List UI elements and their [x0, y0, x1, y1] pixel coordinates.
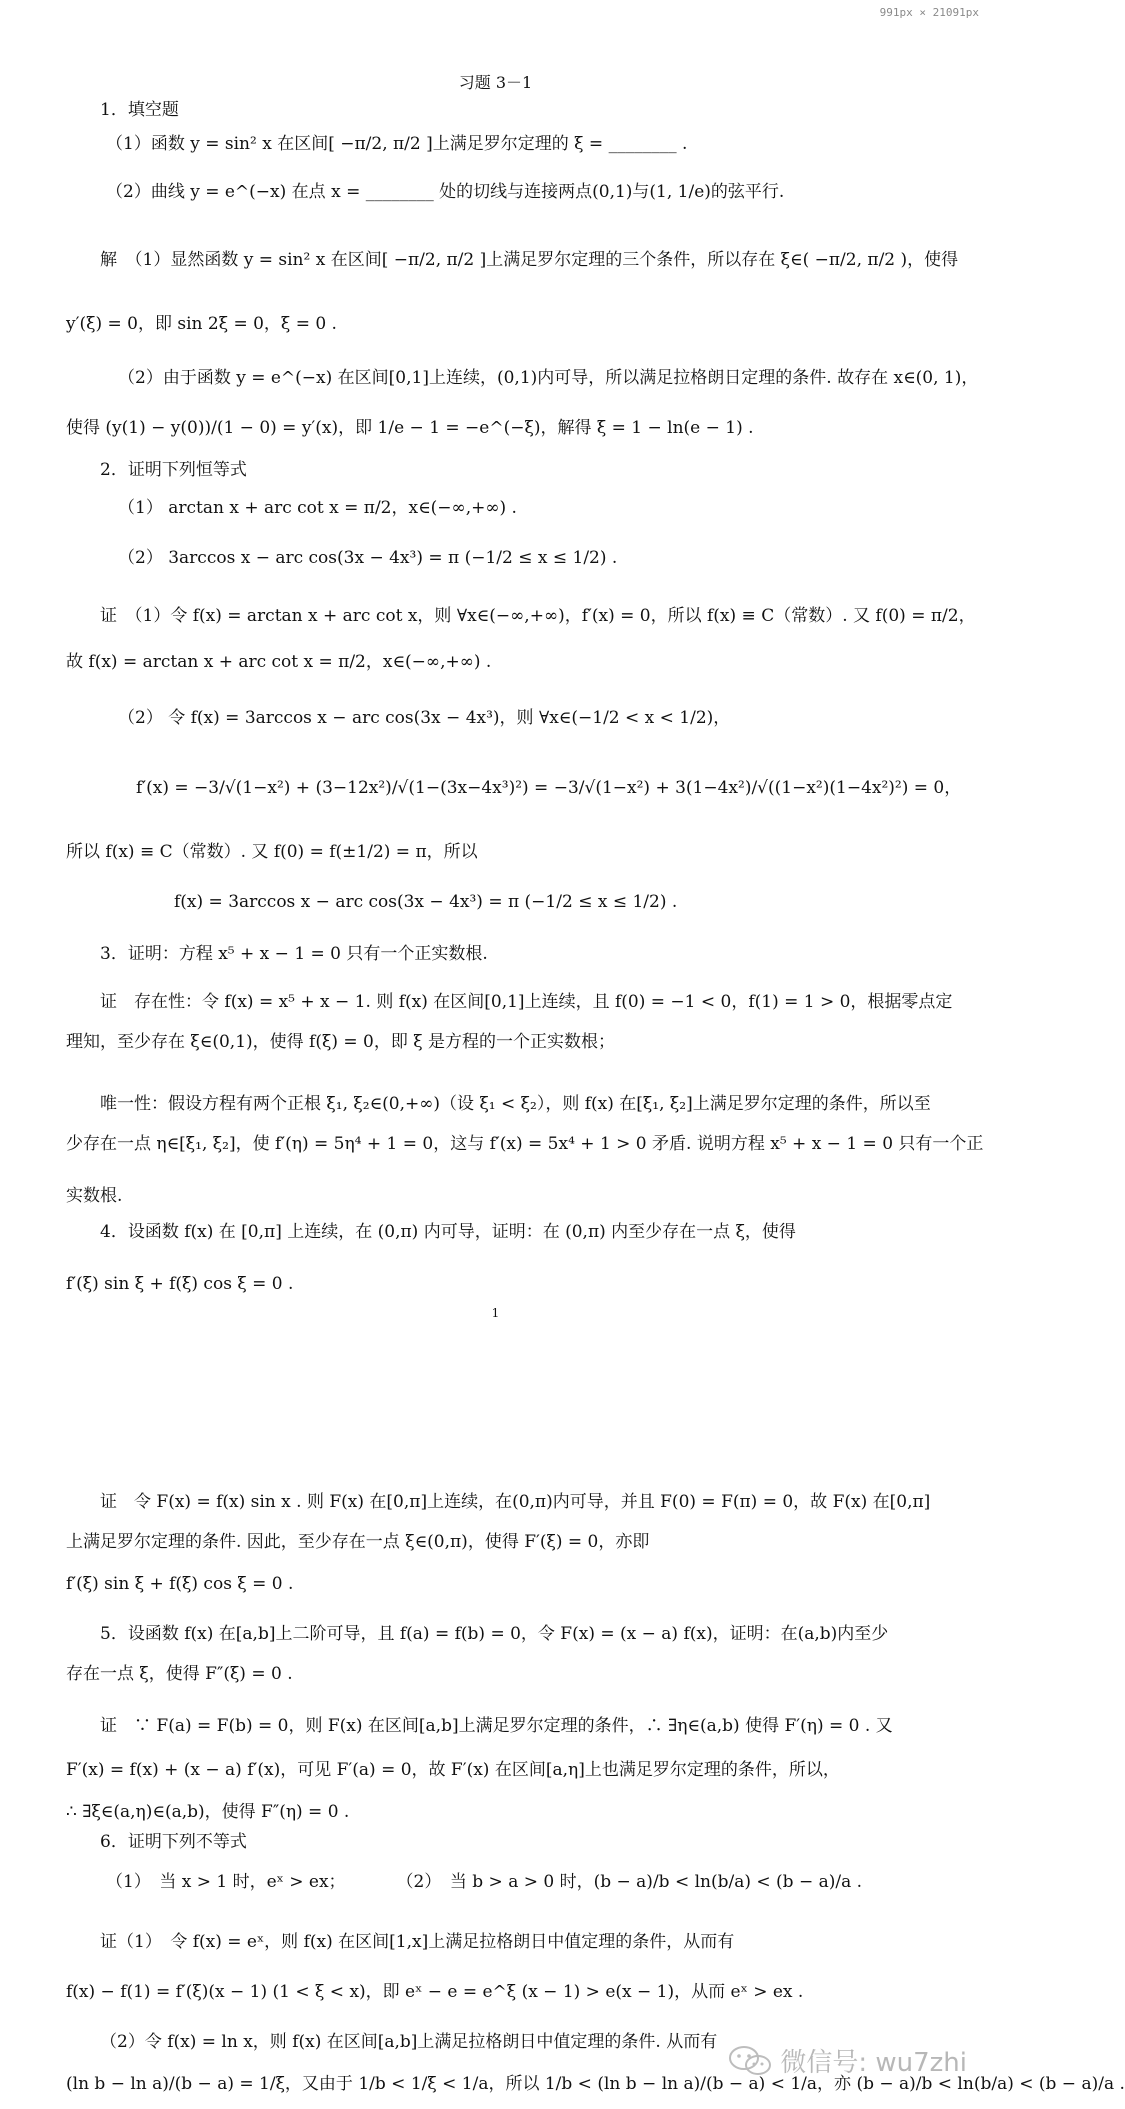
page-2	[0, 1466, 1125, 2109]
text-line: （2）曲线 y = e^(−x) 在点 x = ________ 处的切线与连接两点(0,1)与(1, 1/e)的弦平行.	[106, 182, 785, 202]
text-line: 上满足罗尔定理的条件. 因此，至少存在一点 ξ∈(0,π)，使得 F′(ξ) = 0，亦即	[66, 1532, 650, 1552]
wechat-watermark	[728, 2042, 967, 2079]
text-line: 5．设函数 f(x) 在[a,b]上二阶可导，且 f(a) = f(b) = 0，令 F(x) = (x − a) f(x)，证明：在(a,b)内至少	[100, 1624, 889, 1644]
text-line: （2） 3arccos x − arc cos(3x − 4x³) = π (−1/2 ≤ x ≤ 1/2) .	[118, 548, 618, 568]
text-line: 理知，至少存在 ξ∈(0,1)，使得 f(ξ) = 0，即 ξ 是方程的一个正实数根；	[66, 1032, 616, 1052]
text-line: （2） 令 f(x) = 3arccos x − arc cos(3x − 4x³)，则 ∀x∈(−1/2 < x < 1/2)，	[118, 708, 731, 728]
text-line: 3．证明：方程 x⁵ + x − 1 = 0 只有一个正实数根.	[100, 944, 488, 964]
text-line: 证 （1）令 f(x) = arctan x + arc cot x，则 ∀x∈(−∞,+∞)，f′(x) = 0，所以 f(x) ≡ C（常数）. 又 f(0) = π/2，	[100, 606, 976, 626]
page-gap	[0, 1326, 991, 1466]
text-line: ∴ ∃ξ∈(a,η)∈(a,b)，使得 F″(η) = 0 .	[66, 1802, 350, 1822]
text-line: （1） 当 x > 1 时，eˣ > ex； （2） 当 b > a > 0 时，(b − a)/b < ln(b/a) < (b − a)/a .	[106, 1872, 863, 1892]
text-line: f(x) − f(1) = f′(ξ)(x − 1) (1 < ξ < x)，即 eˣ − e = e^ξ (x − 1) > e(x − 1)，从而 eˣ > ex .	[66, 1982, 804, 2002]
text-line: f′(ξ) sin ξ + f(ξ) cos ξ = 0 .	[66, 1274, 294, 1294]
text-line: 证 ∵ F(a) = F(b) = 0，则 F(x) 在区间[a,b]上满足罗尔定理的条件，∴ ∃η∈(a,b) 使得 F′(η) = 0 . 又	[100, 1716, 893, 1736]
text-line: 实数根.	[66, 1186, 123, 1206]
text-line: 少存在一点 η∈[ξ₁, ξ₂]，使 f′(η) = 5η⁴ + 1 = 0，这与 f′(x) = 5x⁴ + 1 > 0 矛盾. 说明方程 x⁵ + x − 1 = 0 只有一个正	[66, 1134, 984, 1154]
text-line: （1）函数 y = sin² x 在区间[ −π/2, π/2 ]上满足罗尔定理的 ξ = ________ .	[106, 134, 688, 154]
text-line: （1） arctan x + arc cot x = π/2，x∈(−∞,+∞) .	[118, 498, 517, 518]
text-line: 故 f(x) = arctan x + arc cot x = π/2，x∈(−∞,+∞) .	[66, 652, 492, 672]
text-line: 2．证明下列恒等式	[100, 460, 247, 480]
text-line: 解 （1）显然函数 y = sin² x 在区间[ −π/2, π/2 ]上满足罗尔定理的三个条件，所以存在 ξ∈( −π/2, π/2 )，使得	[100, 250, 959, 270]
wechat-icon	[728, 2045, 772, 2077]
text-line: 4．设函数 f(x) 在 [0,π] 上连续，在 (0,π) 内可导，证明：在 (0,π) 内至少存在一点 ξ，使得	[100, 1222, 796, 1242]
text-line: 证 存在性：令 f(x) = x⁵ + x − 1. 则 f(x) 在区间[0,1]上连续，且 f(0) = −1 < 0，f(1) = 1 > 0，根据零点定	[100, 992, 953, 1012]
text-line: 存在一点 ξ，使得 F″(ξ) = 0 .	[66, 1664, 293, 1684]
text-line: f′(ξ) sin ξ + f(ξ) cos ξ = 0 .	[66, 1574, 294, 1594]
text-line: （2）令 f(x) = ln x，则 f(x) 在区间[a,b]上满足拉格朗日中值定理的条件. 从而有	[100, 2032, 718, 2052]
text-line: 所以 f(x) ≡ C（常数）. 又 f(0) = f(±1/2) = π，所以	[66, 842, 478, 862]
text-line: F′(x) = f(x) + (x − a) f′(x)，可见 F′(a) = 0，故 F′(x) 在区间[a,η]上也满足罗尔定理的条件，所以，	[66, 1760, 840, 1780]
text-line: （2）由于函数 y = e^(−x) 在区间[0,1]上连续，(0,1)内可导，所以满足拉格朗日定理的条件. 故存在 x∈(0, 1)，	[118, 368, 979, 388]
watermark-text: 微信号: wu7zhi	[780, 2048, 967, 2078]
text-line: f′(x) = −3/√(1−x²) + (3−12x²)/√(1−(3x−4x³)²) = −3/√(1−x²) + 3(1−4x²)/√((1−x²)(1−4x²)²) = 0，	[136, 778, 962, 798]
image-dimensions-label: 991px × 21091px	[879, 6, 979, 19]
exercise-title: 习题 3－1	[458, 73, 533, 92]
text-line: 6．证明下列不等式	[100, 1832, 247, 1852]
text-line: y′(ξ) = 0，即 sin 2ξ = 0，ξ = 0 .	[66, 314, 337, 334]
text-line: 使得 (y(1) − y(0))/(1 − 0) = y′(x)，即 1/e − 1 = −e^(−ξ)，解得 ξ = 1 − ln(e − 1) .	[66, 418, 754, 438]
text-line: 证 令 F(x) = f(x) sin x . 则 F(x) 在[0,π]上连续，在(0,π)内可导，并且 F(0) = F(π) = 0，故 F(x) 在[0,π]	[100, 1492, 931, 1512]
text-line: f(x) = 3arccos x − arc cos(3x − 4x³) = π (−1/2 ≤ x ≤ 1/2) .	[174, 892, 678, 912]
text-line: 证（1） 令 f(x) = eˣ，则 f(x) 在区间[1,x]上满足拉格朗日中值定理的条件，从而有	[100, 1932, 735, 1952]
text-line: 唯一性：假设方程有两个正根 ξ₁, ξ₂∈(0,+∞)（设 ξ₁ < ξ₂），则 f(x) 在[ξ₁, ξ₂]上满足罗尔定理的条件，所以至	[100, 1094, 931, 1114]
text-line: (ln b − ln a)/(b − a) = 1/ξ，又由于 1/b < 1/ξ < 1/a，所以 1/b < (ln b − ln a)/(b − a) < 1/a，亦 (b − a)/b < ln(b/a) < (b − a)/a .	[66, 2074, 1125, 2094]
page-number: 1	[491, 1306, 500, 1320]
text-line: 1．填空题	[100, 100, 179, 120]
